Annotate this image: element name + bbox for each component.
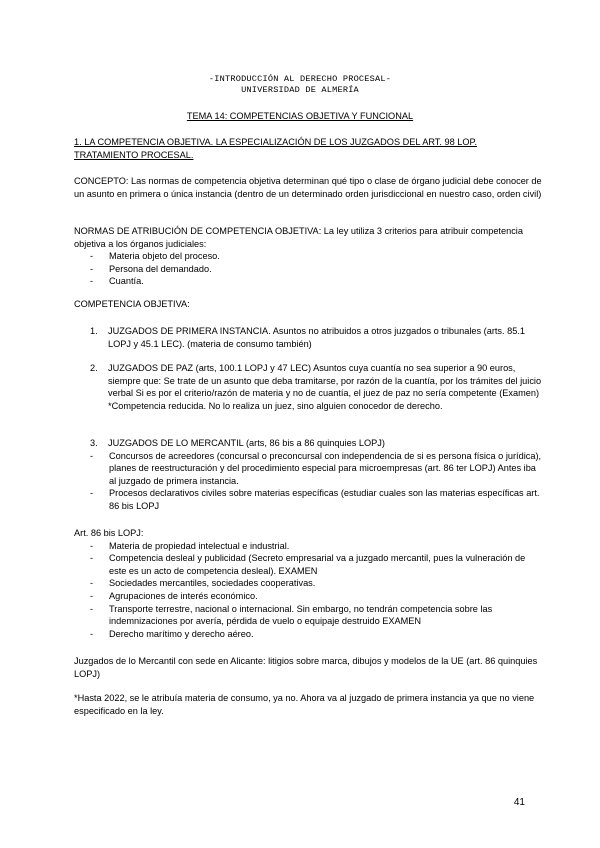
list-item: - Materia de propiedad intelectual e industrial. <box>74 540 544 553</box>
item-text: JUZGADOS DE LO MERCANTIL (arts, 86 bis a 86 quinquies LOPJ) <box>108 438 385 448</box>
list-item: - Derecho marítimo y derecho aéreo. <box>74 628 544 641</box>
art86-list <box>74 540 544 641</box>
normas-intro: NORMAS DE ATRIBUCIÓN DE COMPETENCIA OBJETIVA: La ley utiliza 3 criterios para atribuir competencia objetiva a los órganos judiciales: <box>74 226 523 249</box>
competencia-item-1 <box>74 325 544 350</box>
header-university: UNIVERSIDAD DE ALMERÍA <box>241 85 359 95</box>
page-number: 41 <box>513 797 525 808</box>
section-heading-line1: 1. LA COMPETENCIA OBJETIVA. LA ESPECIALIZACIÓN DE LOS JUZGADOS DEL ART. 98 LOP. <box>74 137 478 147</box>
list-item: - Procesos declarativos civiles sobre materias específicas (estudiar cuales son las materias específicas art. 86 bis LOPJ <box>74 487 544 512</box>
footnote-paragraph: *Hasta 2022, se le atribuía materia de consumo, ya no. Ahora va al juzgado de primera instancia ya que no viene especificado en la ley. <box>74 693 535 716</box>
item-number: 3. <box>90 438 98 448</box>
list-item: - Persona del demandado. <box>74 263 544 276</box>
list-item: - Cuantía. <box>74 275 544 288</box>
item-note: *Competencia reducida. No lo realiza un juez, sino alguien conocedor de derecho. <box>108 400 443 411</box>
alicante-paragraph: Juzgados de lo Mercantil con sede en Alicante: litigios sobre marca, dibujos y modelos de la UE (art. 86 quinquies LOPJ) <box>74 656 538 679</box>
mercantil-sublist <box>74 450 544 513</box>
normas-list <box>74 250 544 288</box>
list-item: - Transporte terrestre, nacional o internacional. Sin embargo, no tendrán competencia sobre las indemnizaciones por avería, pérdida de vuelo o equipaje destruido EXAMEN <box>74 603 544 628</box>
tema-title: TEMA 14: COMPETENCIAS OBJETIVA Y FUNCIONAL <box>186 111 414 121</box>
section-heading <box>74 136 544 161</box>
header-course-title: -INTRODUCCIÓN AL DERECHO PROCESAL- <box>208 74 392 84</box>
competencia-item-2 <box>74 362 544 412</box>
competencia-title: COMPETENCIA OBJETIVA: <box>74 299 190 309</box>
list-item: - Sociedades mercantiles, sociedades cooperativas. <box>74 577 544 590</box>
item-text: JUZGADOS DE PAZ (arts, 100.1 LOPJ y 47 LEC) Asuntos cuya cuantía no sea superior a 90 euros, siempre que: Se trate de un asunto que deba tramitarse, por razón de la cuantía, por los trámites del juicio verbal Si es por el criterio/razón de materia y no de cuantía, el juez de paz no sería competente (Examen) <box>108 363 542 399</box>
competencia-item-3 <box>74 437 544 513</box>
list-item: - Concursos de acreedores (concursal o preconcursal con independencia de si es persona física o jurídica), planes de reestructuración y del procedimiento especial para microempresas (art. 86 ter LOPJ) Antes iba al juzgado de primera instancia. <box>74 450 544 488</box>
item-text: JUZGADOS DE PRIMERA INSTANCIA. Asuntos no atribuidos a otros juzgados o tribunales (arts. 85.1 LOPJ y 45.1 LEC). (materia de consumo también) <box>108 326 526 349</box>
list-item: - Materia objeto del proceso. <box>74 250 544 263</box>
art86-section <box>74 527 544 640</box>
list-item: - Competencia desleal y publicidad (Secreto empresarial va a juzgado mercantil, pues la vulneración de este es un acto de competencia desleal). EXAMEN <box>74 552 544 577</box>
concepto-paragraph: CONCEPTO: Las normas de competencia objetiva determinan qué tipo o clase de órgano judicial debe conocer de un asunto en primera o única instancia (dentro de un determinado orden jurisdiccional en nuestro caso, orden civil) <box>74 176 542 199</box>
section-heading-line2: TRATAMIENTO PROCESAL. <box>74 149 194 160</box>
normas-section <box>74 225 544 288</box>
art86-title: Art. 86 bis LOPJ: <box>74 528 144 538</box>
item-number: 2. <box>90 363 98 373</box>
list-item: - Agrupaciones de interés económico. <box>74 590 544 603</box>
item-number: 1. <box>90 326 98 336</box>
